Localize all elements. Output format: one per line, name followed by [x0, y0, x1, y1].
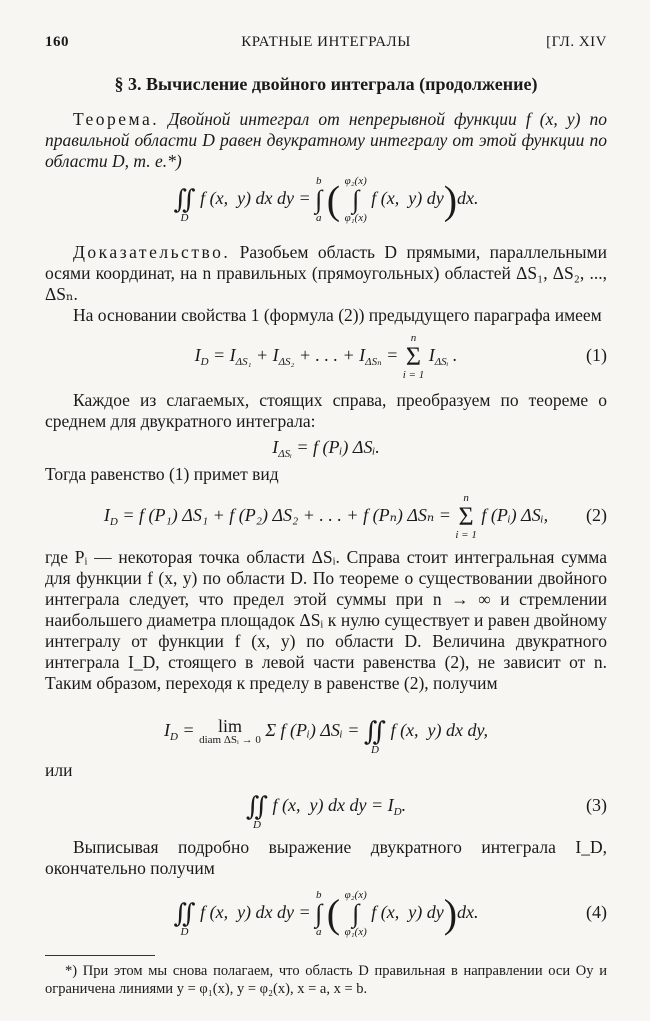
section-title: § 3. Вычисление двойного интеграла (продолжение) [114, 74, 538, 94]
page-number: 160 [45, 34, 69, 50]
equation-3-number: (3) [586, 795, 607, 815]
equation-1-number: (1) [586, 345, 607, 365]
equation-4-number: (4) [586, 902, 607, 922]
limit-formula: $I_D$ = lim diam ΔSᵢ → 0 Σ f (Pᵢ) ΔSᵢ = ∬ D f (x, y) dx dy, [163, 716, 489, 756]
running-header [45, 34, 607, 58]
theorem-formula: ∬ D f (x, y) dx dy = b ∫ a ( φ₂(x) ∫ φ₁(x) f (x, y) dy)dx. [173, 175, 479, 224]
equation-2: $I_D = f$ (P₁) ΔS₁ + f (P₂) ΔS₂ + . . . + f (Pₙ) ΔSₙ = n Σ i = 1 f (Pᵢ) ΔSᵢ, (2) [45, 489, 607, 541]
equation-1: $I_D = I_{\Delta S_1} + I_{\Delta S_2}$ + . . . + $I_{\Delta S_n}$ = n Σ i = 1 $I_{\Delta Sᵢ}$ . (1) [194, 331, 607, 381]
equation-2-number: (2) [586, 505, 607, 525]
chapter-label: [ГЛ. XIV [546, 34, 607, 50]
paragraph-4: где Pᵢ — некоторая точка области ΔSᵢ. Справа стоит интегральная сумма для функции f (x, y) по области D. По теореме о существовании двойного интеграла следует, что предел этой суммы при n → ∞ и стремлении наибольшего диаметра площадок ΔSᵢ к нулю существует и равен двойному интегралу от функции f (x, y) по области D. Величина двукратного интеграла I_D, стоящего в левой части равенства (2), не зависит от n. Таким образом, переходя к пределу в равенстве (2), получим [45, 547, 607, 693]
footnote-divider [45, 955, 155, 956]
proof-label: Доказательство. [73, 242, 231, 262]
running-title: КРАТНЫЕ ИНТЕГРАЛЫ [241, 34, 411, 50]
equation-4: ∬ D f (x, y) dx dy = b ∫ a ( φ₂(x) ∫ φ₁(x) f (x, y) dy)dx. (4) [45, 883, 607, 941]
paragraph-2: Каждое из слагаемых, стоящих справа, преобразуем по теореме о среднем для двукратного интеграла: [45, 390, 607, 431]
paragraph-3: Тогда равенство (1) примет вид [45, 464, 279, 484]
footnote: *) При этом мы снова полагаем, что область D правильная в направлении оси Oy и ограничена линиями y = φ₁(x), y = φ₂(x), x = a, x = b. [45, 963, 607, 997]
paragraph-5: Выписывая подробно выражение двукратного интеграла I_D, окончательно получим [45, 837, 607, 878]
proof-text: Разобьем область D прямыми, параллельными осями координат, на n правильных (прямоугольных) областей ΔS₁, ΔS₂, ..., ΔSₙ. [45, 242, 607, 304]
theorem-label: Теорема. [73, 109, 160, 129]
theorem-paragraph [45, 109, 607, 172]
word-or: или [45, 760, 73, 780]
equation-3: ∬ D f (x, y) dx dy = $I_D$. (3) [45, 781, 607, 829]
page [45, 34, 607, 998]
theorem-text: Двойной интеграл от непрерывной функции f (x, y) по правильной области D равен двукратному интегралу от этой функции по области D, т. е.*) [45, 109, 608, 171]
mean-value-formula: $I_{\Delta Sᵢ} = f$ (Pᵢ) ΔSᵢ. [272, 437, 380, 460]
paragraph-1: На основании свойства 1 (формула (2)) предыдущего параграфа имеем [73, 305, 602, 325]
proof-paragraph [45, 242, 607, 305]
